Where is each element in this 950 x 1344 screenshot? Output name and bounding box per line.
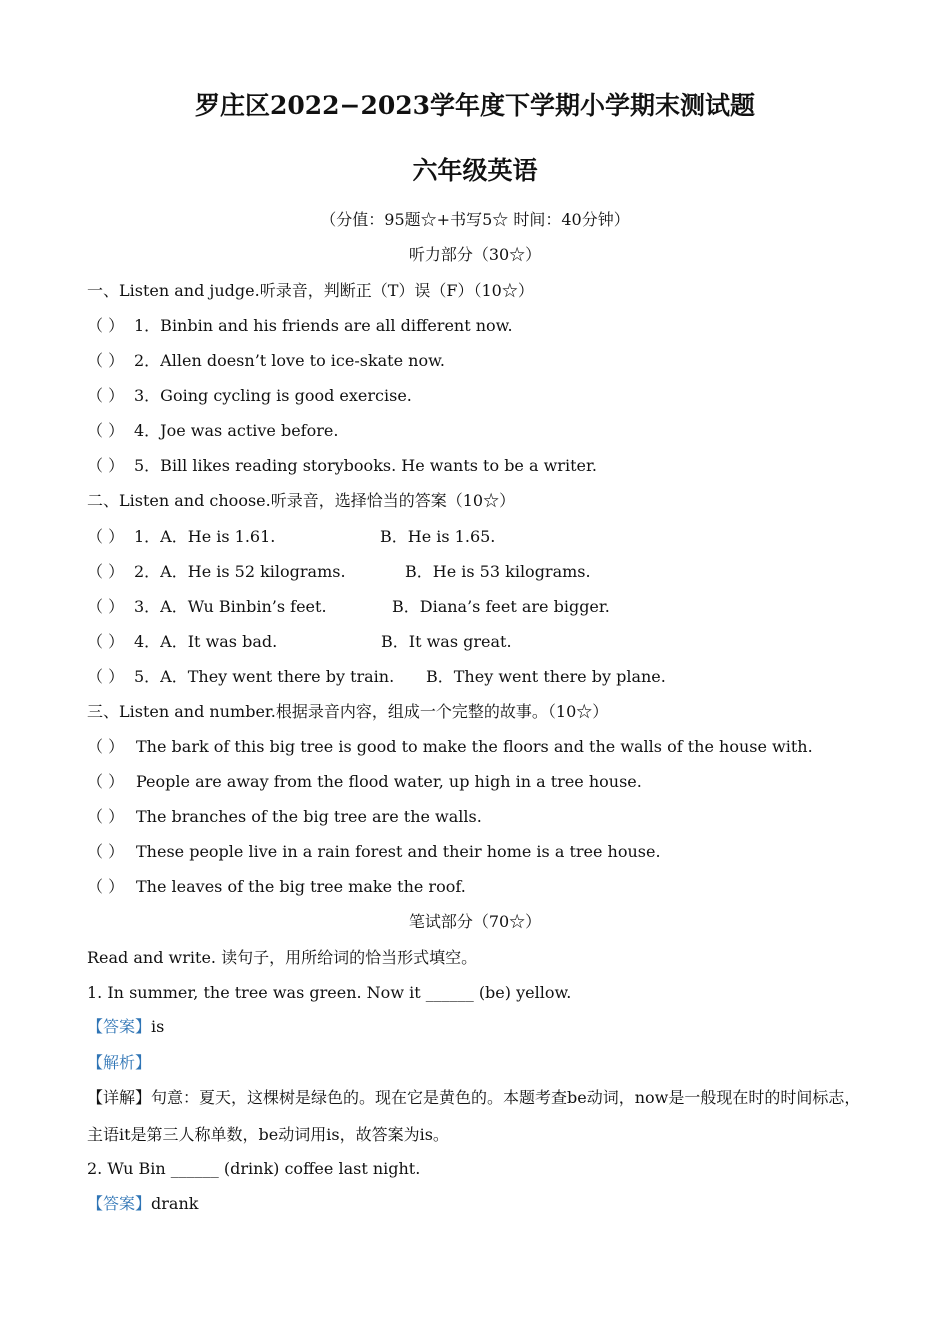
option-b: B．They went there by plane. xyxy=(426,667,666,686)
detail-tag: 【详解】 xyxy=(87,1088,152,1107)
answer-blank: （ ） xyxy=(87,597,125,616)
page-subtitle: 六年级英语 xyxy=(412,156,538,185)
item-text: People are away from the flood water, up high in a tree house. xyxy=(136,772,642,791)
option-b: B．He is 53 kilograms. xyxy=(405,562,591,581)
detail-text: 句意：夏天，这棵树是绿色的。现在它是黄色的。本题考查be动词，now是一般现在时的时间标志，主语it是第三人称单数，be动词用is，故答案为is。 xyxy=(87,1088,861,1144)
answer-blank: （ ） xyxy=(87,667,125,686)
list-item xyxy=(87,877,466,897)
option-a: 4．A．It was bad. xyxy=(134,632,278,651)
list-item xyxy=(87,316,513,336)
item-text: 2．Allen doesn’t love to ice-skate now. xyxy=(134,351,445,370)
list-item xyxy=(87,807,482,827)
item-text: These people live in a rain forest and their home is a tree house. xyxy=(136,842,661,861)
item-text: The bark of this big tree is good to make the floors and the walls of the house with. xyxy=(136,737,813,756)
question-2: 2. Wu Bin ______ (drink) coffee last night. xyxy=(87,1159,421,1178)
answer-1 xyxy=(87,1017,164,1037)
analysis-tag: 【解析】 xyxy=(87,1053,152,1072)
answer-text: drank xyxy=(151,1194,199,1213)
answer-blank: （ ） xyxy=(87,807,125,826)
answer-blank: （ ） xyxy=(87,842,125,861)
answer-blank: （ ） xyxy=(87,316,125,335)
list-item xyxy=(87,597,867,617)
option-b: B．It was great. xyxy=(381,632,512,651)
section1-heading: 一、Listen and judge.听录音，判断正（T）误（F）（10☆） xyxy=(87,281,534,300)
option-b: B．Diana’s feet are bigger. xyxy=(392,597,610,616)
answer-blank: （ ） xyxy=(87,772,125,791)
list-item xyxy=(87,351,445,371)
item-text: The leaves of the big tree make the roof. xyxy=(136,877,466,896)
answer-blank: （ ） xyxy=(87,737,125,756)
answer-blank: （ ） xyxy=(87,527,125,546)
page-title: 罗庄区2022−2023学年度下学期小学期末测试题 xyxy=(194,91,756,120)
answer-blank: （ ） xyxy=(87,456,125,475)
answer-text: is xyxy=(151,1017,165,1036)
answer-blank: （ ） xyxy=(87,877,125,896)
list-item xyxy=(87,562,867,582)
listening-header: 听力部分（30☆） xyxy=(408,245,542,264)
answer-tag: 【答案】 xyxy=(87,1194,152,1213)
detail-1 xyxy=(87,1079,867,1153)
option-a: 5．A．They went there by train. xyxy=(134,667,395,686)
answer-blank: （ ） xyxy=(87,351,125,370)
item-text: 5．Bill likes reading storybooks. He wants to be a writer. xyxy=(134,456,597,475)
answer-2 xyxy=(87,1194,198,1214)
list-item xyxy=(87,386,412,406)
option-a: 1．A．He is 1.61. xyxy=(134,527,276,546)
answer-blank: （ ） xyxy=(87,421,125,440)
list-item xyxy=(87,842,661,862)
list-item xyxy=(87,456,597,476)
option-b: B．He is 1.65. xyxy=(380,527,496,546)
list-item xyxy=(87,737,813,757)
item-text: 3．Going cycling is good exercise. xyxy=(134,386,412,405)
answer-blank: （ ） xyxy=(87,562,125,581)
list-item xyxy=(87,527,867,547)
read-write-heading: Read and write. 读句子，用所给词的恰当形式填空。 xyxy=(87,948,478,967)
answer-blank: （ ） xyxy=(87,632,125,651)
list-item xyxy=(87,421,338,441)
section2-heading: 二、Listen and choose.听录音，选择恰当的答案（10☆） xyxy=(87,491,516,510)
list-item xyxy=(87,632,867,652)
item-text: 4．Joe was active before. xyxy=(134,421,339,440)
answer-blank: （ ） xyxy=(87,386,125,405)
list-item xyxy=(87,667,867,687)
item-text: The branches of the big tree are the walls. xyxy=(136,807,482,826)
score-info: （分值：95题☆+书写5☆ 时间：40分钟） xyxy=(320,210,630,229)
question-1: 1. In summer, the tree was green. Now it ______ (be) yellow. xyxy=(87,983,572,1002)
section3-heading: 三、Listen and number.根据录音内容，组成一个完整的故事。（10☆） xyxy=(87,702,609,721)
list-item xyxy=(87,772,642,792)
item-text: 1．Binbin and his friends are all different now. xyxy=(134,316,513,335)
answer-tag: 【答案】 xyxy=(87,1017,152,1036)
option-a: 2．A．He is 52 kilograms. xyxy=(134,562,346,581)
writing-header: 笔试部分（70☆） xyxy=(408,912,542,931)
option-a: 3．A．Wu Binbin’s feet. xyxy=(134,597,327,616)
